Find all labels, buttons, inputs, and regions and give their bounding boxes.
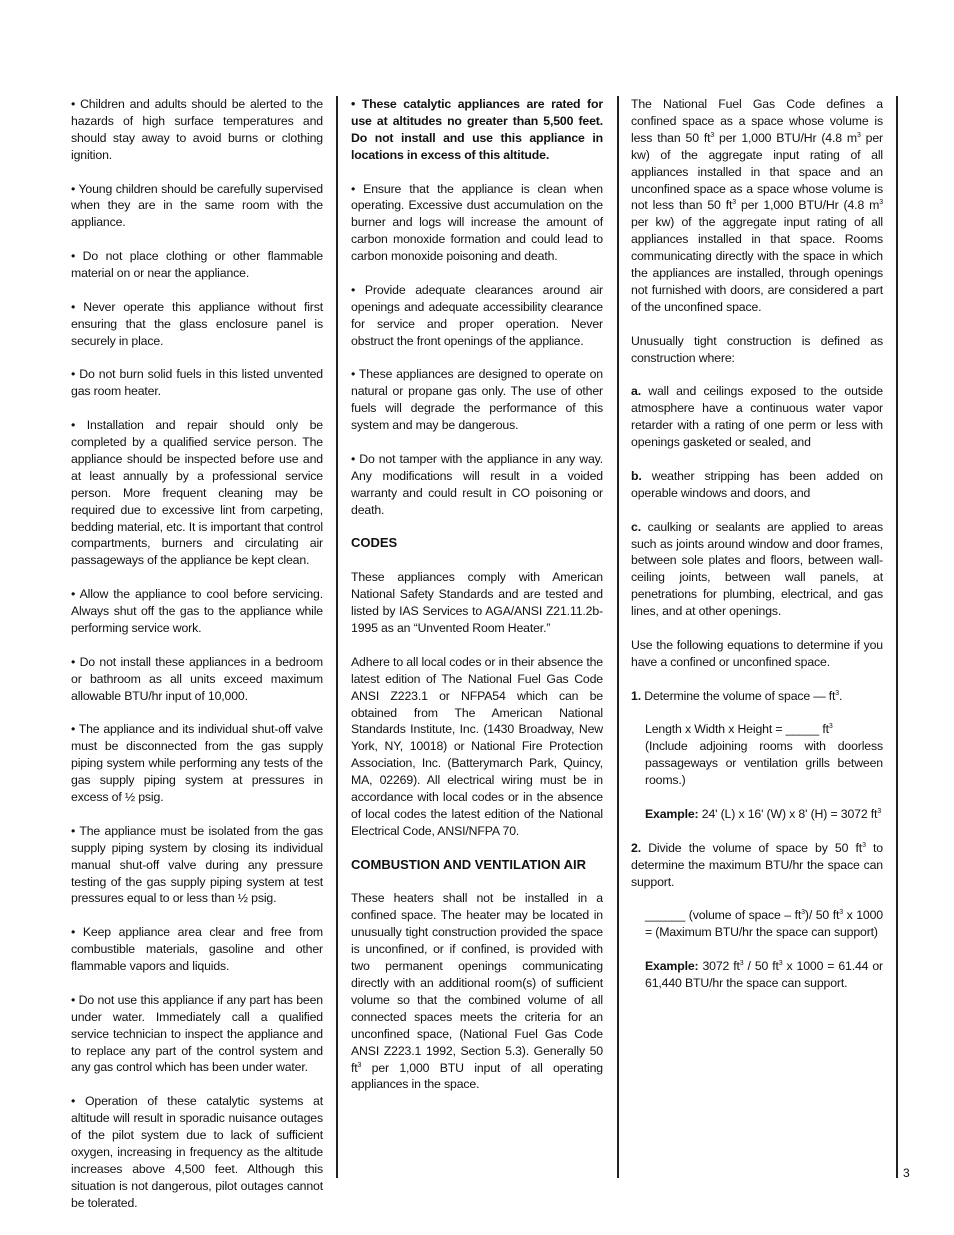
- safety-bullet: • Children and adults should be alerted to the hazards of high surface temperatures and should stay away to avoid burns or clothing ignition.: [71, 97, 323, 162]
- text-run: (Include adjoining rooms with doorless passageways or ventilation grills between rooms.): [645, 739, 883, 788]
- safety-bullet: • Allow the appliance to cool before servicing. Always shut off the gas to the appliance while performing service work.: [71, 587, 323, 635]
- text-run: x 1000 = (Maximum BTU/hr the space can support): [645, 908, 883, 940]
- text-run: per kw) of the aggregate input rating of all appliances installed in that space. Rooms communicating directly with the space in which the appliances are installed, through openings not furnished with doors, are considered a part of the unconfined space.: [631, 215, 883, 314]
- nfgc-definition: [631, 96, 883, 316]
- text-run: per kw) of the aggregate input rating of all appliances installed in that space and an unconfined space as a space whose volume is not less than 50 ft: [631, 130, 883, 213]
- criteria-item-a: [631, 383, 883, 451]
- formula-2: [631, 907, 883, 941]
- text-run: 3072 ft: [698, 959, 740, 974]
- safety-bullet: • Do not place clothing or other flammable material on or near the appliance.: [71, 249, 323, 281]
- superscript: 3: [778, 960, 783, 968]
- tight-construction-intro: Unusually tight construction is defined as construction where:: [631, 333, 883, 365]
- text-run: per 1,000 BTU/Hr (4.8 m: [714, 130, 857, 145]
- text-run: 24' (L) x 16' (W) x 8' (H) = 3072 ft: [698, 806, 878, 821]
- superscript: 3: [862, 841, 866, 849]
- text-run: ______ (volume of space – ft: [645, 908, 802, 923]
- text-run: .: [839, 688, 843, 703]
- step-1: [631, 688, 883, 705]
- equations-intro: Use the following equations to determine if you have a confined or unconfined space.: [631, 637, 883, 669]
- page-number: 3: [903, 1166, 910, 1180]
- text-run: per 1,000 BTU/Hr (4.8 m: [736, 198, 880, 213]
- superscript: 3: [357, 1061, 362, 1069]
- combustion-air-paragraph: [351, 890, 603, 1093]
- safety-bullet: • Never operate this appliance without first ensuring that the glass enclosure panel is securely in place.: [71, 299, 323, 348]
- codes-heading: CODES: [351, 535, 398, 551]
- safety-bullet: • Provide adequate clearances around air openings and adequate accessibility clearance for service and proper operation. Never obstruct the front openings of the appliance.: [351, 282, 603, 348]
- text-run: The National Fuel Gas Code defines a confined space as a space whose volume is less than 50 ft: [631, 97, 883, 145]
- safety-bullet: • These appliances are designed to operate on natural or propane gas only. The use of other fuels will degrade the performance of this system and may be dangerous.: [351, 367, 603, 433]
- combustion-air-heading: COMBUSTION AND VENTILATION AIR: [351, 856, 586, 872]
- superscript: 3: [835, 689, 840, 697]
- criteria-item-b: [631, 468, 883, 502]
- safety-bullet: • Young children should be carefully supervised when they are in the same room with the appliance.: [71, 181, 323, 230]
- safety-bullet: • Do not use this appliance if any part has been under water. Immediately call a qualified service technician to inspect the appliance and to replace any part of the control system and any gas control which has been under water.: [71, 992, 323, 1075]
- text-run: Divide the volume of space by 50 ft: [640, 840, 863, 855]
- text-run: caulking or sealants are applied to areas such as joints around window and door frames, between sole plates and floors, between wall-ceiling joints, between wall panels, at penetrations for plumbing, electrical, and gas lines, and at other openings.: [631, 519, 883, 619]
- formula-1: [631, 721, 883, 789]
- text-run: to determine the maximum BTU/hr the space can support.: [631, 840, 883, 889]
- text-run: )/ 50 ft: [804, 908, 840, 923]
- superscript: 3: [732, 199, 737, 207]
- text-run: / 50 ft: [743, 959, 779, 974]
- right-column: [631, 96, 883, 1009]
- example-1: [631, 806, 883, 823]
- safety-bullet: • Ensure that the appliance is clean when operating. Excessive dust accumulation on the burner and logs will increase the amount of carbon monoxide formation and could lead to carbon monoxide poisoning and death.: [351, 181, 603, 264]
- safety-bullet: • Installation and repair should only be completed by a qualified service person. The appliance should be inspected before use and at least annually by a professional service person. More frequent cleaning may be required due to excessive lint from carpeting, bedding material, etc. It is important that control compartments, burners and circulating air passageways of the appliance be kept clean.: [71, 418, 323, 568]
- column-divider: [896, 96, 898, 1178]
- superscript: 3: [879, 199, 883, 207]
- column-divider: [617, 96, 619, 1178]
- example-label: Example:: [645, 959, 699, 974]
- superscript: 3: [839, 909, 843, 917]
- example-label: Example:: [645, 806, 699, 821]
- superscript: 3: [856, 131, 861, 139]
- left-column: [71, 96, 323, 1229]
- text-run: These heaters shall not be installed in a confined space. The heater may be located in unusually tight construction provided the space is unconfined, or if confined, is provided with two permanent openings communicating directly with an additional room(s) of sufficient volume so that the combined volume of all connected spaces meets the criteria for an unconfined space, (National Fuel Gas Code ANSI Z223.1 1992, Section 5.3). Generally 50 ft: [351, 891, 603, 1075]
- codes-paragraph: Adhere to all local codes or in their absence the latest edition of The National Fuel Gas Code ANSI Z223.1 or NFPA54 which can be obtained from The American National Standards Institute, Inc. (1430 Broadway, New York, NY, 10018) or National Fire Protection Association, Inc. (Batterymarch Park, Quincy, MA, 02269). All electrical wiring must be in accordance with local codes or in the absence of local codes the latest edition of the National Electrical Code, ANSI/NFPA 70.: [351, 654, 603, 838]
- step-number: 2.: [631, 840, 641, 855]
- text-run: Length x Width x Height = _____ ft: [645, 722, 829, 737]
- altitude-warning: • These catalytic appliances are rated for use at altitudes no greater than 5,500 feet. Do not install and use this appliance in locations in excess of this altitude.: [351, 97, 603, 162]
- superscript: 3: [801, 909, 805, 917]
- safety-bullet: • Keep appliance area clear and free from combustible materials, gasoline and other flammable vapors and liquids.: [71, 925, 323, 974]
- superscript: 3: [828, 723, 833, 731]
- codes-paragraph: These appliances comply with American National Safety Standards and are tested and listed by IAS Services to AGA/ANSI Z21.11.2b-1995 as an “Unvented Room Heater.”: [351, 570, 603, 635]
- superscript: 3: [877, 807, 882, 815]
- text-run: weather stripping has been added on operable windows and doors, and: [631, 468, 883, 500]
- text-run: Determine the volume of space — ft: [640, 688, 836, 703]
- step-number: 1.: [631, 688, 641, 703]
- safety-bullet: • Operation of these catalytic systems at altitude will result in sporadic nuisance outages of the pilot system due to lack of sufficient oxygen, increasing in frequency as the altitude increases above 4,500 feet. Although this situation is not dangerous, pilot outages cannot be tolerated.: [71, 1094, 323, 1210]
- safety-bullet: • The appliance and its individual shut-off valve must be disconnected from the gas supply piping system while performing any tests of the gas supply piping system at pressures in excess of ½ psig.: [71, 722, 323, 805]
- middle-column: [351, 96, 603, 1110]
- safety-bullet: • Do not burn solid fuels in this listed unvented gas room heater.: [71, 367, 323, 399]
- item-label: a.: [631, 384, 641, 399]
- item-label: b.: [631, 468, 642, 483]
- text-run: per 1,000 BTU input of all operating appliances in the space.: [351, 1060, 603, 1092]
- column-divider: [336, 96, 338, 1178]
- item-label: c.: [631, 519, 641, 534]
- safety-bullet: • The appliance must be isolated from the gas supply piping system by closing its individual manual shut-off valve during any pressure testing of the gas supply piping system at test pressures equal to or less than ½ psig.: [71, 823, 323, 906]
- example-2: [631, 958, 883, 992]
- criteria-item-c: [631, 519, 883, 620]
- superscript: 3: [739, 960, 744, 968]
- superscript: 3: [710, 131, 715, 139]
- step-2: [631, 840, 883, 891]
- text-run: wall and ceilings exposed to the outside atmosphere have a continuous water vapor retarder with a rating of one perm or less with openings gasketed or sealed, and: [631, 384, 883, 450]
- safety-bullet: • Do not tamper with the appliance in any way. Any modifications will result in a voided warranty and could result in CO poisoning or death.: [351, 451, 603, 517]
- safety-bullet: • Do not install these appliances in a bedroom or bathroom as all units exceed maximum allowable BTU/hr input of 10,000.: [71, 654, 323, 703]
- text-run: x 1000 = 61.44 or 61,440 BTU/hr the space can support.: [645, 959, 884, 990]
